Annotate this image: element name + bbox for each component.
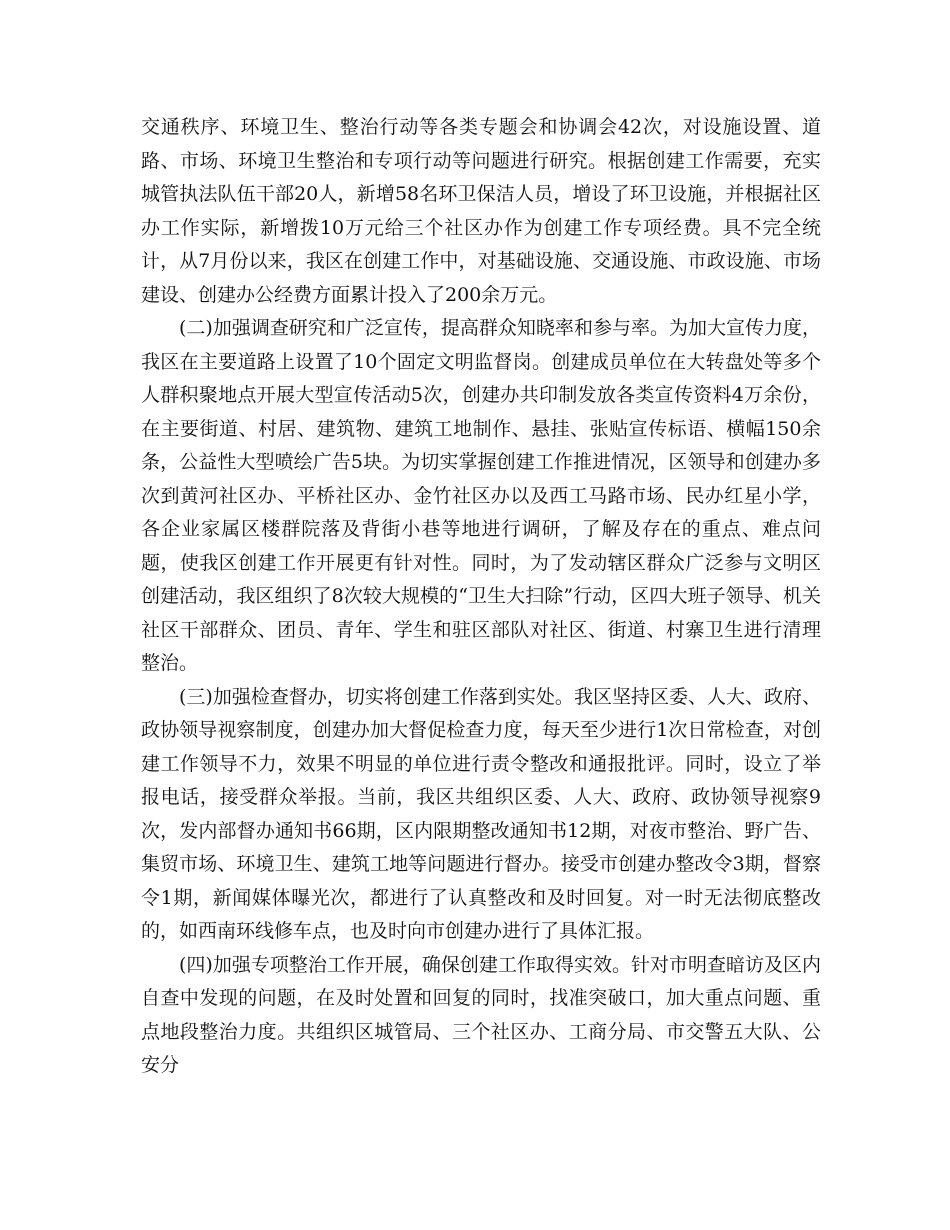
paragraph-publicity: (二)加强调查研究和广泛宣传，提高群众知晓率和参与率。为加大宣传力度，我区在主要道路上设置了10个固定文明监督岗。创建成员单位在大转盘处等多个人群积聚地点开展大型宣传活动5次，创建办共印制发放各类宣传资料4万余份，在主要街道、村居、建筑物、建筑工地制作、悬挂、张贴宣传标语、横幅150余条，公益性大型喷绘广告5块。为切实掌握创建工作推进情况，区领导和创建办多次到黄河社区办、平桥社区办、金竹社区办以及西工马路市场、民办红星小学，各企业家属区楼群院落及背街小巷等地进行调研，了解及存在的重点、难点问题，使我区创建工作开展更有针对性。同时，为了发动辖区群众广泛参与文明区创建活动，我区组织了8次较大规模的“卫生大扫除”行动，区四大班子领导、机关社区干部群众、团员、青年、学生和驻区部队对社区、街道、村寨卫生进行清理整治。 xyxy=(141,317,821,674)
document-body xyxy=(141,111,821,1083)
paragraph-special-rectification: (四)加强专项整治工作开展，确保创建工作取得实效。针对市明查暗访及区内自查中发现的问题，在及时处置和回复的同时，找准突破口，加大重点问题、重点地段整治力度。共组织区城管局、三个社区办、工商分局、市交警五大队、公安分 xyxy=(141,953,821,1076)
paragraph-continuation: 交通秩序、环境卫生、整治行动等各类专题会和协调会42次，对设施设置、道路、市场、环境卫生整治和专项行动等问题进行研究。根据创建工作需要，充实城管执法队伍干部20人，新增58名环卫保洁人员，增设了环卫设施，并根据社区办工作实际，新增拨10万元给三个社区办作为创建工作专项经费。具不完全统计，从7月份以来，我区在创建工作中，对基础设施、交通设施、市政设施、市场建设、创建办公经费方面累计投入了200余万元。 xyxy=(141,116,821,306)
paragraph-inspection: (三)加强检查督办，切实将创建工作落到实处。我区坚持区委、人大、政府、政协领导视察制度，创建办加大督促检查力度，每天至少进行1次日常检查，对创建工作领导不力，效果不明显的单位进行责令整改和通报批评。同时，设立了举报电话，接受群众举报。当前，我区共组织区委、人大、政府、政协领导视察9次，发内部督办通知书66期，区内限期整改通知书12期，对夜市整治、野广告、集贸市场、环境卫生、建筑工地等问题进行督办。接受市创建办整改令3期，督察令1期，新闻媒体曝光次，都进行了认真整改和及时回复。对一时无法彻底整改的，如西南环线修车点，也及时向市创建办进行了具体汇报。 xyxy=(141,685,821,942)
